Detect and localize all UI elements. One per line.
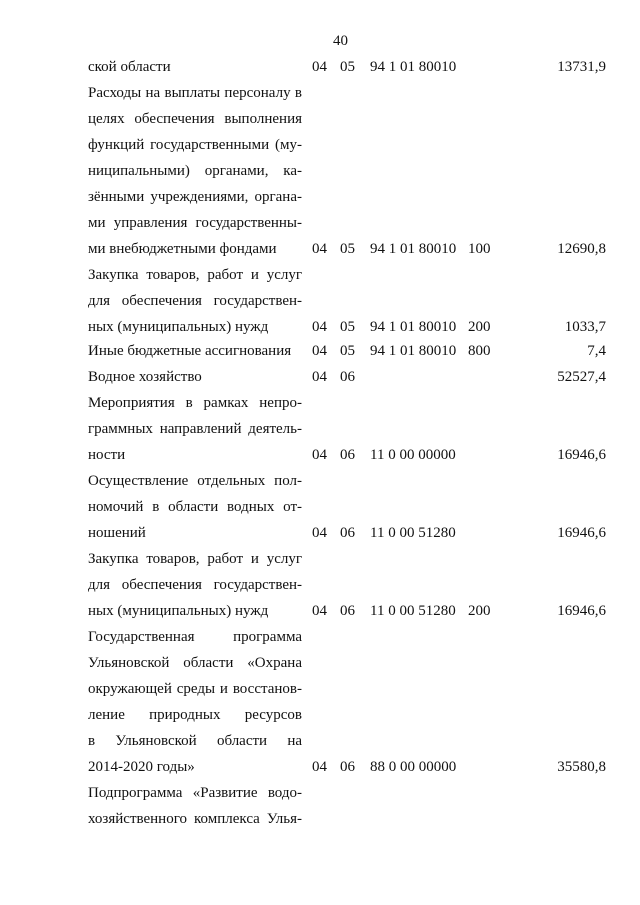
section-code: 04 xyxy=(312,603,327,619)
description-line: ми внебюджетными фондами xyxy=(88,241,277,257)
subsection-code: 05 xyxy=(340,319,355,335)
section-code: 04 xyxy=(312,343,327,359)
description-line: окружающей среды и восстанов- xyxy=(88,681,302,697)
description-line: Государственная программа xyxy=(88,629,302,645)
amount: 52527,4 xyxy=(557,369,606,385)
description-line: функций государственными (му- xyxy=(88,137,302,153)
expense-type-code: 100 xyxy=(468,241,491,257)
page-number: 40 xyxy=(333,33,348,49)
description-line: ниципальными) органами, ка- xyxy=(88,163,302,179)
section-code: 04 xyxy=(312,59,327,75)
amount: 16946,6 xyxy=(557,603,606,619)
amount: 1033,7 xyxy=(564,319,606,335)
description-line: номочий в области водных от- xyxy=(88,499,302,515)
description-line: Мероприятия в рамках непро- xyxy=(88,395,302,411)
amount: 7,4 xyxy=(587,343,606,359)
description-line: ных (муниципальных) нужд xyxy=(88,603,269,619)
subsection-code: 06 xyxy=(340,603,355,619)
description-line: ми управления государственны- xyxy=(88,215,302,231)
target-article-code: 94 1 01 80010 xyxy=(370,319,457,335)
description-line: Ульяновской области «Охрана xyxy=(88,655,302,671)
section-code: 04 xyxy=(312,319,327,335)
amount: 35580,8 xyxy=(557,759,606,775)
description-line: зёнными учреждениями, органа- xyxy=(88,189,302,205)
target-article-code: 11 0 00 51280 xyxy=(370,603,456,619)
section-code: 04 xyxy=(312,447,327,463)
subsection-code: 06 xyxy=(340,447,355,463)
amount: 16946,6 xyxy=(557,525,606,541)
description-line: Закупка товаров, работ и услуг xyxy=(88,267,302,283)
section-code: 04 xyxy=(312,525,327,541)
expense-type-code: 200 xyxy=(468,603,491,619)
description-line: для обеспечения государствен- xyxy=(88,293,302,309)
description-line: ление природных ресурсов xyxy=(88,707,302,723)
target-article-code: 11 0 00 51280 xyxy=(370,525,456,541)
target-article-code: 88 0 00 00000 xyxy=(370,759,457,775)
description-line: хозяйственного комплекса Улья- xyxy=(88,811,302,827)
description-line: для обеспечения государствен- xyxy=(88,577,302,593)
description-line: 2014-2020 годы» xyxy=(88,759,195,775)
description-line: в Ульяновской области на xyxy=(88,733,302,749)
subsection-code: 06 xyxy=(340,369,355,385)
subsection-code: 05 xyxy=(340,343,355,359)
description-line: Иные бюджетные ассигнования xyxy=(88,343,292,359)
subsection-code: 05 xyxy=(340,241,355,257)
amount: 13731,9 xyxy=(557,59,606,75)
description-line: Закупка товаров, работ и услуг xyxy=(88,551,302,567)
subsection-code: 05 xyxy=(340,59,355,75)
target-article-code: 94 1 01 80010 xyxy=(370,59,457,75)
section-code: 04 xyxy=(312,369,327,385)
description-line: граммных направлений деятель- xyxy=(88,421,302,437)
amount: 12690,8 xyxy=(557,241,606,257)
target-article-code: 94 1 01 80010 xyxy=(370,343,457,359)
subsection-code: 06 xyxy=(340,759,355,775)
description-line: Водное хозяйство xyxy=(88,369,202,385)
target-article-code: 11 0 00 00000 xyxy=(370,447,456,463)
description-line: Расходы на выплаты персоналу в xyxy=(88,85,302,101)
amount: 16946,6 xyxy=(557,447,606,463)
expense-type-code: 800 xyxy=(468,343,491,359)
expense-type-code: 200 xyxy=(468,319,491,335)
target-article-code: 94 1 01 80010 xyxy=(370,241,457,257)
description-line: целях обеспечения выполнения xyxy=(88,111,302,127)
description-line: ных (муниципальных) нужд xyxy=(88,319,269,335)
description-line: Подпрограмма «Развитие водо- xyxy=(88,785,302,801)
description-line: ности xyxy=(88,447,126,463)
description-line: Осуществление отдельных пол- xyxy=(88,473,302,489)
subsection-code: 06 xyxy=(340,525,355,541)
section-code: 04 xyxy=(312,759,327,775)
description-line: ношений xyxy=(88,525,146,541)
section-code: 04 xyxy=(312,241,327,257)
row-description xyxy=(88,80,302,262)
row-description xyxy=(88,780,302,832)
description-line: ской области xyxy=(88,59,171,75)
